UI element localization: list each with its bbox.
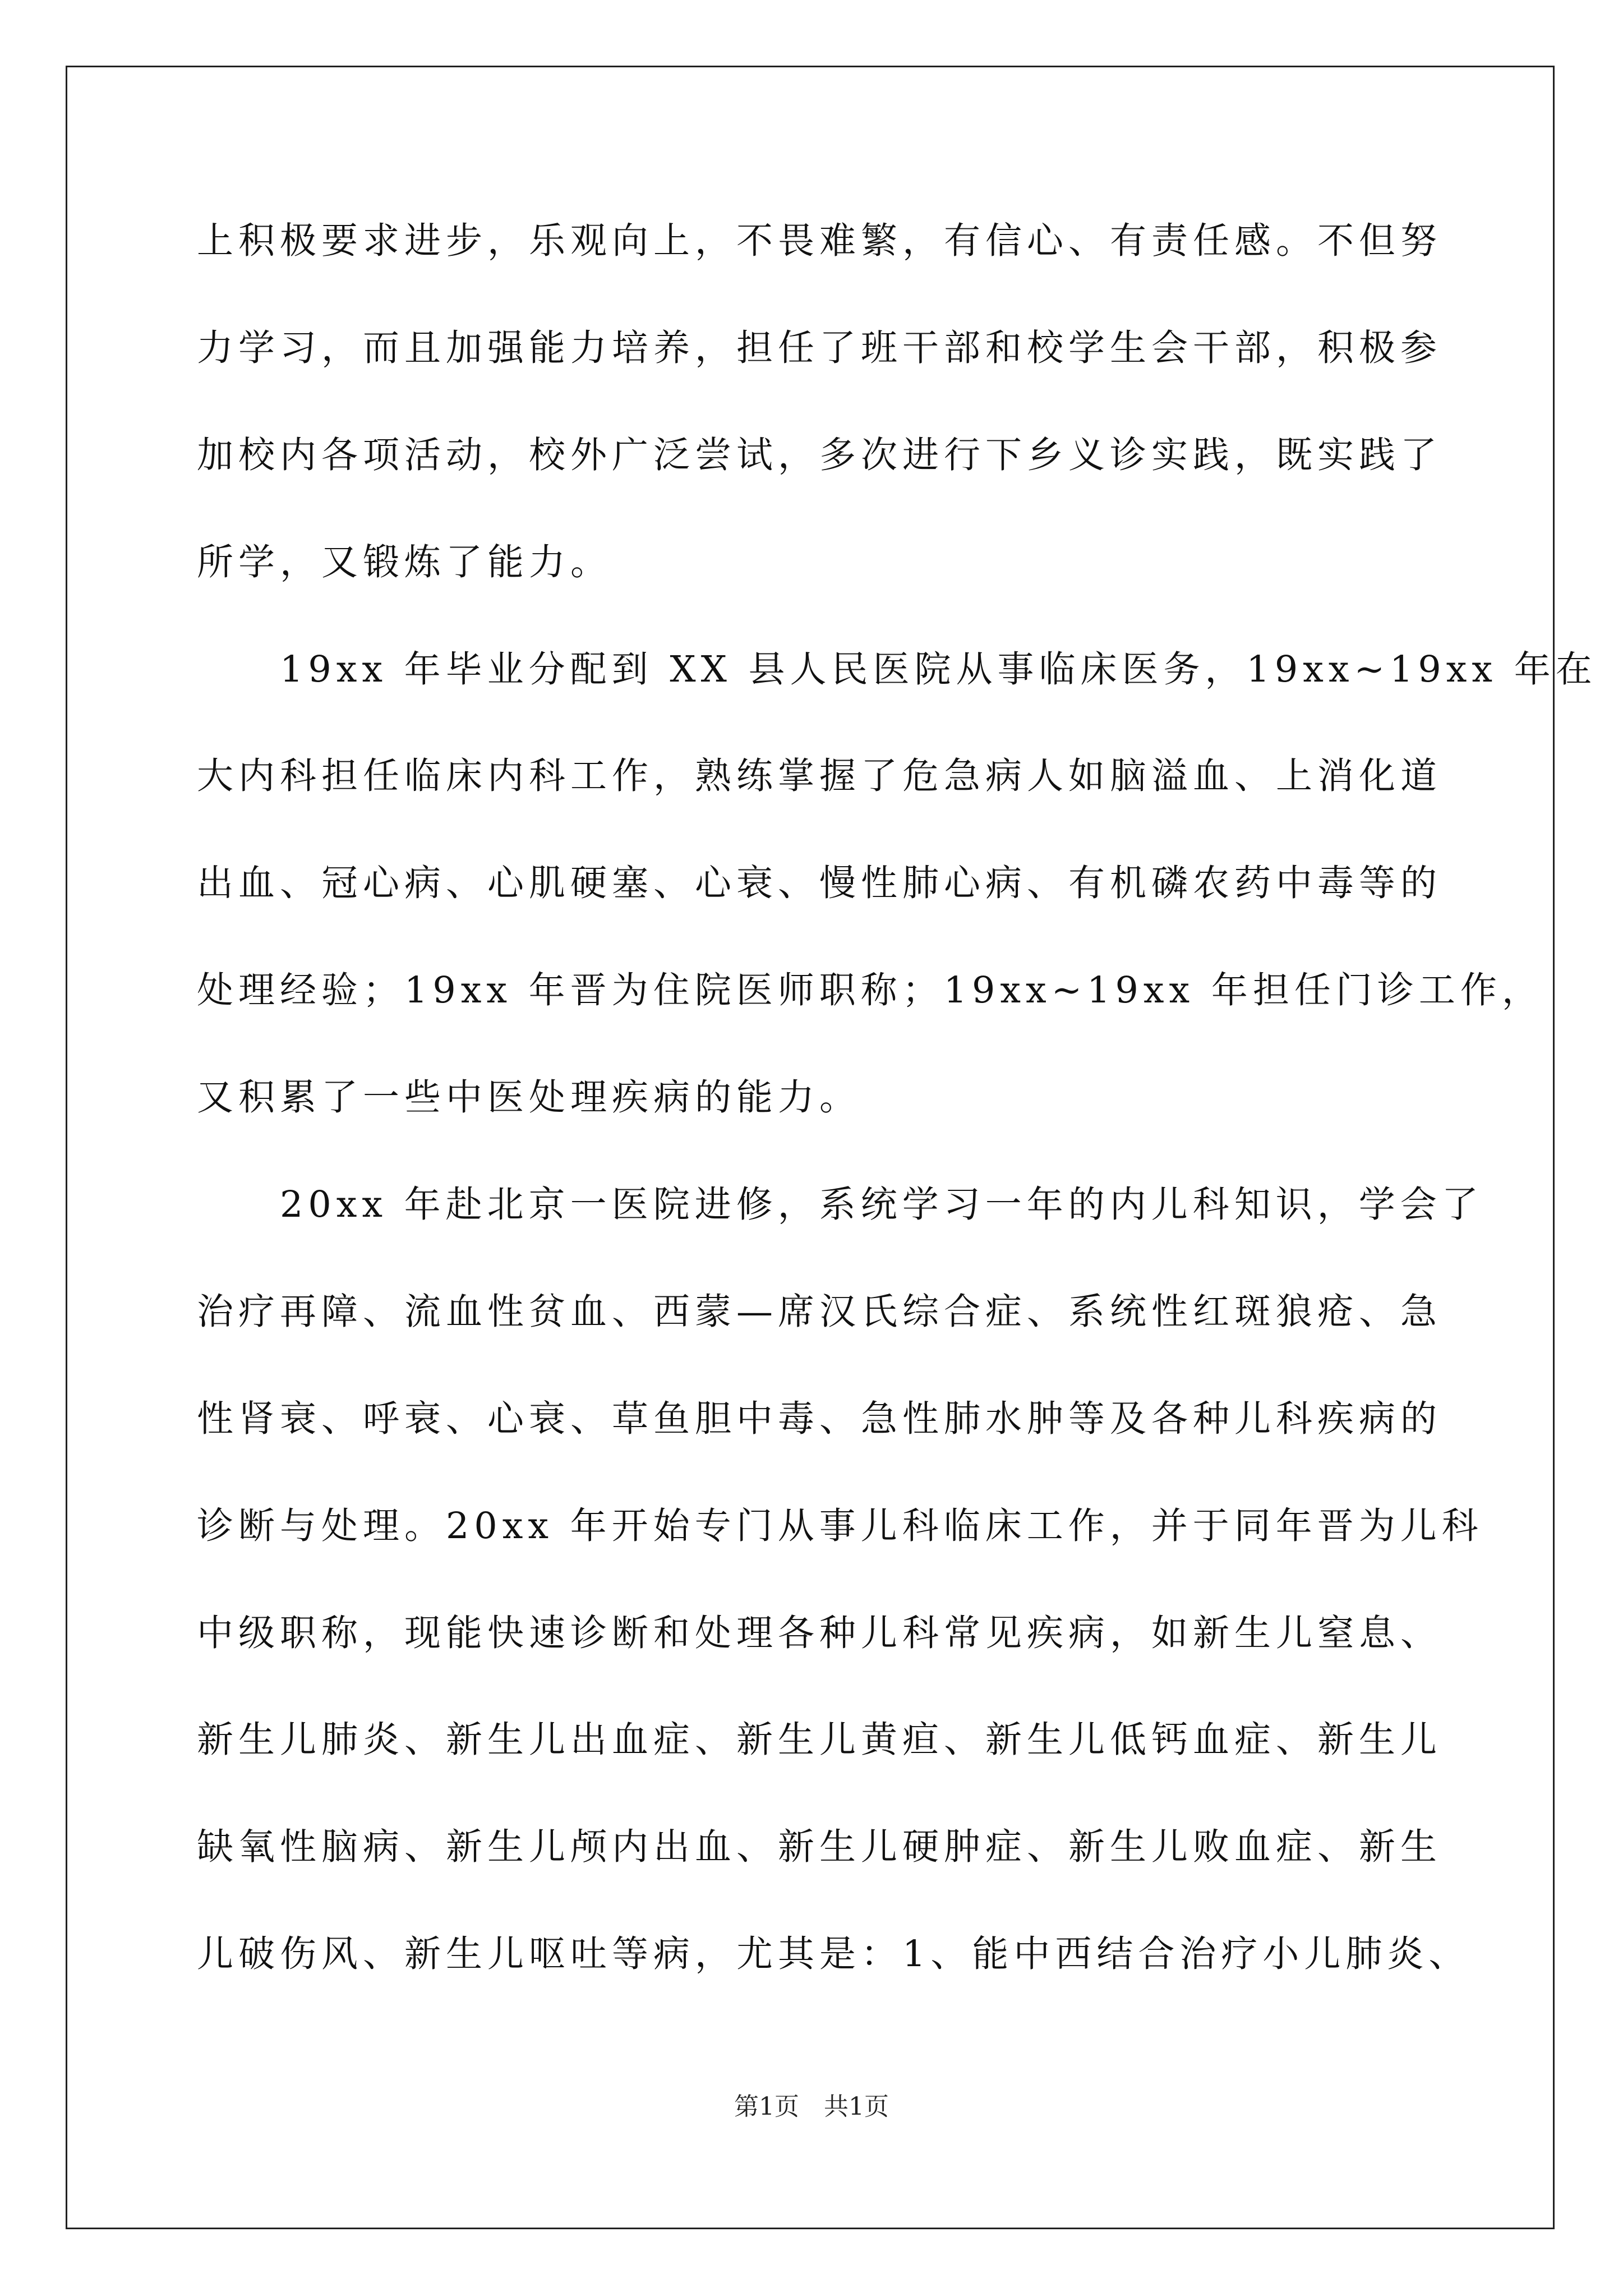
text-line: 大内科担任临床内科工作，熟练掌握了危急病人如脑溢血、上消化道 <box>197 755 1442 798</box>
text-line: 力学习，而且加强能力培养，担任了班干部和校学生会干部，积极参 <box>197 326 1442 369</box>
page-number: 第1页 共1页 <box>734 2092 889 2121</box>
text-line: 加校内各项活动，校外广泛尝试，多次进行下乡义诊实践，既实践了 <box>197 434 1442 476</box>
text-line: 儿破伤风、新生儿呕吐等病，尤其是：1、能中西结合治疗小儿肺炎、 <box>197 1933 1470 1976</box>
text-line: 缺氧性脑病、新生儿颅内出血、新生儿硬肿症、新生儿败血症、新生 <box>197 1826 1442 1869</box>
text-line: 性肾衰、呼衰、心衰、草鱼胆中毒、急性肺水肿等及各种儿科疾病的 <box>197 1397 1442 1440</box>
text-line: 治疗再障、流血性贫血、西蒙—席汉氏综合症、系统性红斑狼疮、急 <box>197 1290 1442 1333</box>
text-line: 19xx 年毕业分配到 XX 县人民医院从事临床医务，19xx~19xx 年在 <box>197 648 1597 691</box>
text-line: 诊断与处理。20xx 年开始专门从事儿科临床工作，并于同年晋为儿科 <box>197 1504 1483 1547</box>
text-line: 所学，又锻炼了能力。 <box>197 541 612 583</box>
text-line: 20xx 年赴北京一医院进修，系统学习一年的内儿科知识，学会了 <box>197 1184 1483 1226</box>
text-line: 出血、冠心病、心肌硬塞、心衰、慢性肺心病、有机磷农药中毒等的 <box>197 862 1442 905</box>
text-line: 中级职称，现能快速诊断和处理各种儿科常见疾病，如新生儿窒息、 <box>197 1612 1442 1654</box>
text-line: 处理经验；19xx 年晋为住院医师职称；19xx~19xx 年担任门诊工作， <box>197 969 1543 1012</box>
text-line: 又积累了一些中医处理疾病的能力。 <box>197 1076 861 1119</box>
text-line: 新生儿肺炎、新生儿出血症、新生儿黄疸、新生儿低钙血症、新生儿 <box>197 1719 1442 1761</box>
text-line: 上积极要求进步，乐观向上，不畏难繁，有信心、有责任感。不但努 <box>197 220 1442 262</box>
document-body <box>197 213 1597 2033</box>
